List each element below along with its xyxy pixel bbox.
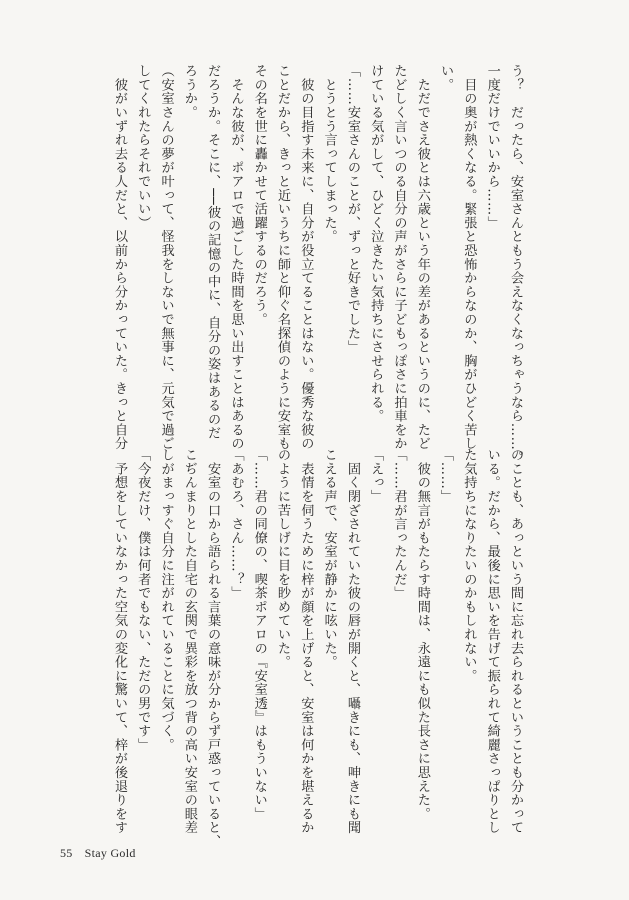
text-line: こえる声で、安室が静かに呟いた。	[321, 448, 337, 669]
text-line: 「あむろ、さん……？」	[228, 448, 244, 600]
text-line: 予想をしていなかった空気の変化に驚いて、梓が後退りをす	[111, 448, 127, 835]
text-line: 安室の口から語られる言葉の意味が分からず戸惑っていると、	[205, 448, 221, 849]
page-footer	[60, 846, 148, 861]
text-line: 固く閉ざされていた彼の唇が開くと、囁きにも、呻きにも聞	[344, 448, 360, 835]
text-line: （安室さんの夢が叶って、怪我をしないで無事に、元気で過ご	[158, 64, 174, 451]
text-line: 「……君が言ったんだ」	[391, 448, 407, 600]
page-number: 55	[60, 846, 73, 860]
text-line: その名を世に轟かせて活躍するのだろう。	[251, 64, 267, 327]
text-line: ただでさえ彼とは六歳という年の差があるというのに、たど	[414, 64, 430, 451]
text-line: のことも、あっという間に忘れ去られるということも分かって	[508, 448, 523, 835]
text-block-upper	[111, 64, 527, 465]
text-line: 「えっ」	[368, 448, 384, 504]
text-line: しがまっすぐ自分に注がれていることに気づく。	[158, 448, 174, 752]
text-line: 目の奥が熱くなる。緊張と恐怖からなのか、胸がひどく苦し	[461, 64, 477, 451]
text-line: 「……安室さんのことが、ずっと好きでした」	[344, 64, 360, 354]
text-line: た気持ちになりたいのかもしれない。	[461, 448, 477, 683]
book-title: Stay Gold	[84, 846, 136, 860]
text-line: だろうか。そこに、──彼の記憶の中に、自分の姿はあるのだ	[205, 64, 221, 440]
text-line: そんな彼が、ポアロで過ごした時間を思い出すことはあるの	[228, 64, 244, 451]
text-line: とうとう言ってしまった。	[321, 64, 337, 244]
text-line: ことだから、きっと近いうちに師と仰ぐ名探偵のように安室も	[275, 64, 291, 451]
text-line: 「……君の同僚の、喫茶ポアロの『安室透』はもういない」	[251, 448, 267, 821]
text-line: してくれたらそれでいい）	[135, 64, 151, 230]
text-line: 一度だけでいいから……」	[484, 64, 500, 230]
text-line: 「……」	[438, 448, 454, 504]
text-line: たどしく言いつのる自分の声がさらに子どもっぽさに拍車をか	[391, 64, 407, 451]
text-line: 彼の無言がもたらす時間は、永遠にも似た長さに思えた。	[414, 448, 430, 821]
text-line: いる。だから、最後に思いを告げて振られて綺麗さっぱりとし	[484, 448, 500, 835]
text-line: のように苦しげに目を眇めていた。	[275, 448, 291, 669]
text-line: こぢんまりとした自宅の玄関で異彩を放つ背の高い安室の眼差	[181, 448, 197, 835]
text-line: 彼の目指す未来に、自分が役立てることはない。優秀な彼の	[298, 64, 314, 451]
text-line: 「今夜だけ、僕は何者でもない、ただの男です」	[135, 448, 151, 752]
text-block-lower	[111, 448, 527, 849]
text-line: 表情を伺うために梓が顔を上げると、安室は何かを堪えるか	[298, 448, 314, 835]
text-line: ろうか。	[181, 64, 197, 120]
text-line: う？ だったら、安室さんともう会えなくなっちゃうなら……。	[508, 64, 523, 465]
text-line: い。	[438, 64, 454, 92]
text-line: けている気がして、ひどく泣きたい気持ちにさせられる。	[368, 64, 384, 423]
text-line: 彼がいずれ去る人だと、以前から分かっていた。きっと自分	[111, 64, 127, 451]
